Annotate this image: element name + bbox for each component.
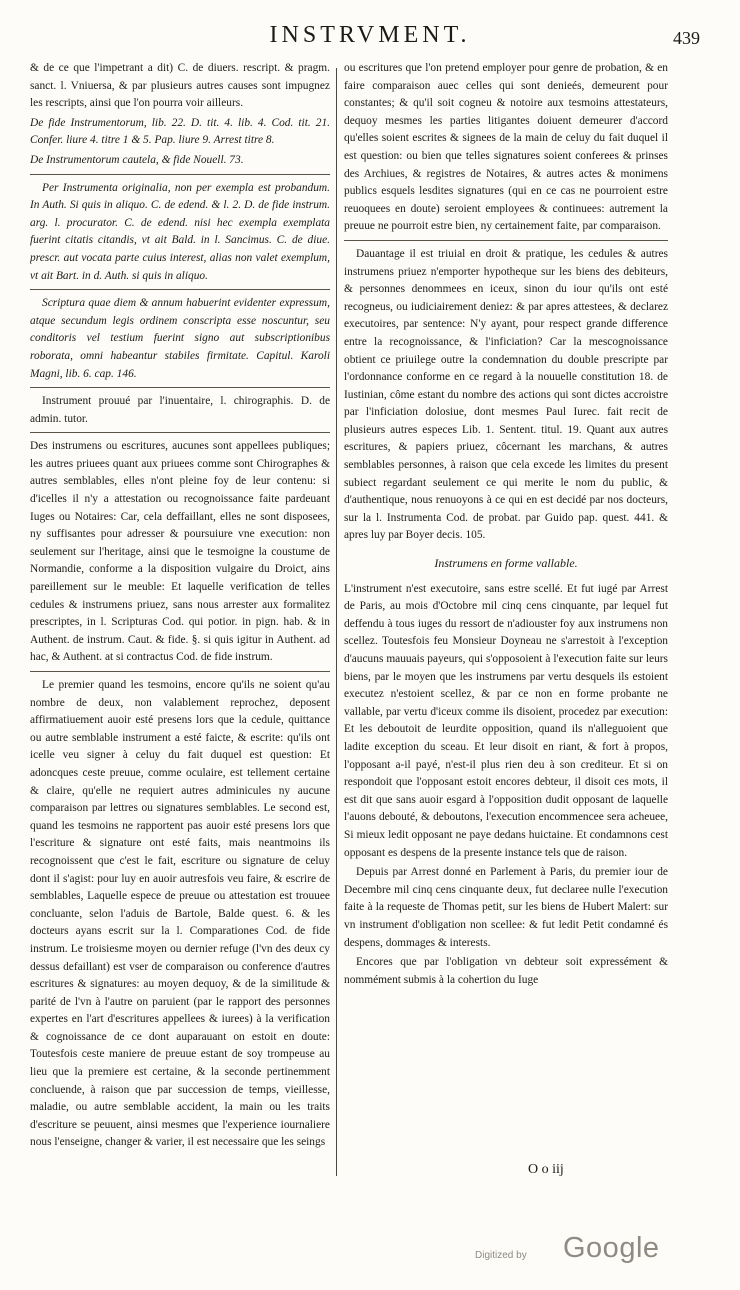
reference-paragraph: De fide Instrumentorum, lib. 22. D. tit. 4. lib. 4. Cod. tit. 21. Confer. liure 4. titre 1 & 5. Pap. liure 9. Arrest titre 8.: [30, 116, 330, 147]
left-column: [30, 60, 330, 1180]
reference-paragraph: De Instrumentorum cautela, & fide Nouell. 73.: [30, 153, 244, 166]
paragraph: Encores que par l'obligation vn debteur soit expressément & nommément submis à la cohertion du Iuge: [344, 956, 668, 986]
running-title: INSTRVMENT.: [269, 22, 471, 48]
running-head: [0, 20, 740, 60]
digitized-watermark: [475, 1232, 695, 1276]
paragraph: L'instrument n'est executoire, sans estre scellé. Et fut iugé par Arrest de Paris, au mois d'Octobre mil cinq cens cinquante, par lequel fut deffendu à tous iuges du ressort de n'adiouster foy aux instrumens non scellez. Toutesfois feu Monsieur Doyneau ne s'arrestoit à l'exception d'aucuns mauuais payeurs, qui s'opposoient à l'execution faite sur leurs biens, par le moyen que les instrumens par vertu desquels ils estoient executez n'estoient scellez, & par ce non en forme probante ne vallable, par vertu d'iceux comme ils disoient, procedez par execution: Et les deboutoit de leurdite opposition, quand ils n'alleguoient que ladite exception du sceau. Et leur disoit en riant, & fort à propos, l'opposant a-il payé, n'est-il plus rien deu à son crediteur. Et si on respondoit que l'opposant estoit encores debteur, il disoit ces mots, il est dit que sans auoir esgard à l'opposition dudit opposant de laquelle l'auons debouté, & deboutons, l'execution encommencee sera acheuee, Si mieux ledit opposant ne paye dedans huictaine. Et condamnons cest opposant es despens de la presente instance tels que de raison.: [344, 582, 668, 859]
paragraph: Dauantage il est triuial en droit & pratique, les cedules & autres instrumens priuez n'emporter hypotheque sur les biens des debiteurs, & personnes denommees en iceux, sinon du iour qu'ils ont esté recogneus, ou iudiciairement deniez: & par apres attestees, & declarez executoires, par sentence: N'y ayant, pour respect grande difference entre la recognoissance, & l'inficiation? Car la mescognoissance obtient ce priuilege outre la condemnation du double prescripte par l'ordonnance conforme en ce regard à la nouuelle constitution 18. de Iustinian, côme estant du nombre des actions qui sont dictes accroistre par l'inficiation dolosiue, dont mesmes Paul Iurec. fait recit de plusieurs autres especes Lib. 1. Sentent. titul. 19. Quant aux autres escritures, & papiers priuez, côcernant les marchans, & autres semblables personnes, à raison que cela excede les limites du present subiect regardant seulement ce qui merite le nom du public, & d'authentique, nous renuoyons à ce qui en est decidé par nos docteurs, sur la l. Instrumenta Cod. de probat. par Guido pap. quest. 441. & apres luy par Boyer decis. 105.: [344, 247, 668, 542]
section-heading: Instrumens en forme vallable.: [434, 556, 578, 571]
column-rule: [336, 68, 337, 1176]
divider: [30, 671, 330, 672]
paragraph: ou escritures que l'on pretend employer pour genre de probation, & en faire comparaison auec celles qui sont denieés, demeurent pour constantes; & qu'il soit cogneu & notoire aux tesmoins attestateurs, dequoy mesmes les parties litigantes doiuent demeurer d'accord qu'elles soient escrites & signees de la main de celuy du fait duquel il est question: ou bien que telles signatures soient conferees & prinses des Archiues, & registres de Notaires, & autres actes & monimens publics esquels lesdites signatures (qui en ce cas ne pourroient estre reuoquees en doute) seroient employees & continuees: autrement la preuue ne pourroit estre bien, ny certainement faite, par comparaison.: [344, 62, 668, 233]
paragraph: & de ce que l'impetrant a dit) C. de diuers. rescript. & pragm. sanct. l. Vniuersa, & par plusieurs autres causes sont impugnez les rescripts, ainsi que l'on pourra voir ailleurs.: [30, 62, 330, 110]
paragraph: Instrument prouué par l'inuentaire, l. chirographis. D. de admin. tutor.: [30, 395, 330, 425]
divider: [30, 289, 330, 290]
paragraph: Depuis par Arrest donné en Parlement à Paris, du premier iour de Decembre mil cinq cens cinquante deux, fut declaree nulle l'execution faite à la requeste de Thomas petit, sur les biens de Hubert Malert: sur vn instrument d'obligation non scellee: & fut ledit Petit condamné és despens, dommages & interests.: [344, 866, 668, 949]
paragraph: Des instrumens ou escritures, aucunes sont appellees publiques; les autres priuees quant aux priuees comme sont Chirographes & autres semblables, elles n'ont pleine foy de leur contenu: si d'icelles il n'y a attestation ou recognoissance faite pardeuant Iuges ou Notaires: Car, cela deffaillant, elles ne sont disposees, ny suffisantes pour adresser & poursuiure vne execution: non seulement sur l'heritage, ainsi que le tesmoigne la coustume de Normandie, conforme a la disposition vulgaire du Droict, ains pareillement sur le meuble: Et laquelle verification de telles cedules & instrumens priuez, sans nous arrester aux formalitez prescriptes, in l. Scripturas Cod. qui potior. in pign. hab. & in Authent. de instrum. Caut. & fide. §. si quis igitur in Authent. ad hac, & Authent. at si contractus Cod. de fide instrum.: [30, 440, 330, 664]
right-column: [344, 60, 668, 1180]
divider: [30, 174, 330, 175]
signature-mark: O o iij: [528, 1162, 564, 1177]
divider: [30, 432, 330, 433]
paragraph: Le premier quand les tesmoins, encore qu'ils ne soient qu'au nombre de deux, non valablement reprochez, deposent affirmatiuement auoir esté presens lors que la cedule, quittance ou autre semblable instrument a esté faicte, & escrite: qu'ils ont icelle veu signer à celuy du fait duquel est question: Et adoncques ceste preuue, comme oculaire, est tellement certaine & claire, qu'elle ne requiert autres adminicules ny aucune comparaison par lettres ou signatures semblables. Le second est, quand les tesmoins ne rapportent pas auoir esté presens lors que l'escriture & signature ont esté faits, mais neantmoins ils recognoissent que c'est le fait, escriture ou signature de celuy dont il s'agist: pour luy en auoir autresfois veu faire, & escrire de semblables, Laquelle espece de preuue ou attestation est trouuee concluante, selon l'aduis de Bartole, Balde quest. 6. & les docteurs ayans escrit sur la l. Comparationes Cod. de fide instrum. Le troisiesme moyen ou dernier refuge (l'vn des deux cy dessus defaillant) est vser de comparaison ou conference d'autres escritures & signatures: au moyen dequoy, & de la similitude & parité de l'vn à l'autre on paruient (par le rapport des personnes expertes en l'art d'escritures appellees & iurees) à la verification & cognoissance de ce dont auparauant on estoit en doute: Toutesfois ceste maniere de preuue estant de soy trompeuse au lieu que la premiere est certaine, & la seconde pertinemment concluende, à raison que par succession de temps, vieillesse, maladie, ou autre semblable accident, la main ou les traits d'escriture se peuuent, ainsi mesmes que l'experience iournaliere nous l'enseigne, changer & varier, il est necessaire que les seings: [30, 679, 330, 1149]
latin-paragraph: Per Instrumenta originalia, non per exempla est probandum. In Auth. Si quis in aliquo. C. de edend. & l. 2. D. de fide instrum. arg. l. procurator. C. de edend. nisi hec exempla exemplata fuerint citatis citandis, vt ait Bald. in l. Sancimus. C. de diue. prescr. aut vocata parte cuius interest, alias non valet exemplum, vt ait Bart. in d. Auth. si quis in aliquo.: [30, 181, 330, 282]
divider: [344, 240, 668, 241]
google-logo: Google: [563, 1232, 660, 1264]
page-number: 439: [673, 28, 700, 48]
latin-paragraph: Scriptura quae diem & annum habuerint evidenter expressum, atque secundum legis ordinem conscripta esse noscuntur, seu conditoris vel testium fuerint signo aut subscriptionibus roborata, omni habeantur stabiles firmitate. Capitul. Karoli Magni, lib. 6. cap. 146.: [30, 297, 330, 380]
watermark-prefix: Digitized by: [475, 1250, 527, 1261]
divider: [30, 387, 330, 388]
